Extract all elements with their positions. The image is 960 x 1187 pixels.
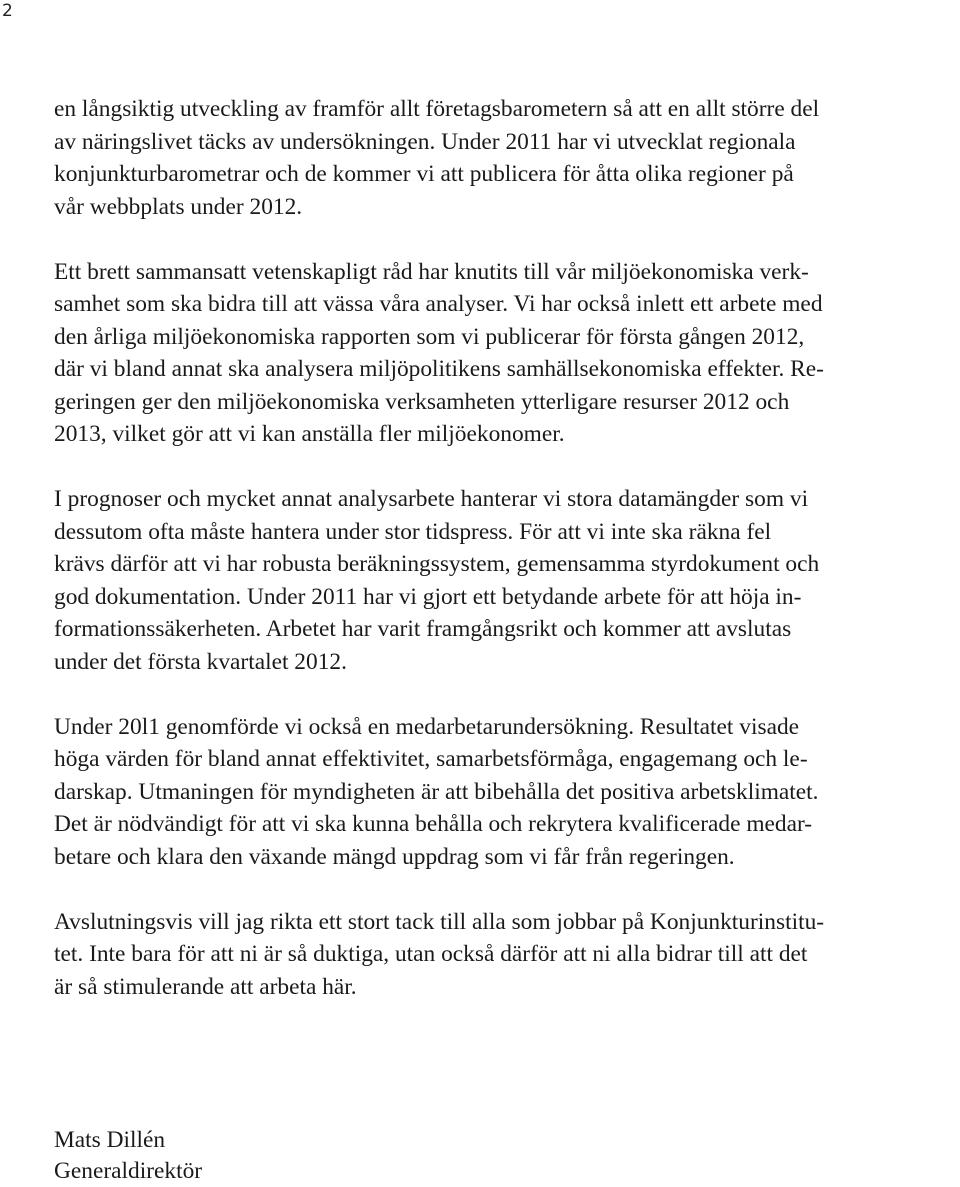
text-line: samhet som ska bidra till att vässa våra analyser. Vi har också inlett ett arbete med	[54, 291, 823, 317]
text-line: Det är nödvändigt för att vi ska kunna behålla och rekrytera kvalificerade medar-	[54, 811, 813, 837]
document-body	[54, 93, 960, 1003]
text-line: darskap. Utmaningen för myndigheten är att bibehålla det positiva arbetsklimatet.	[54, 778, 819, 805]
paragraph-5	[54, 906, 960, 1004]
text-line: där vi bland annat ska analysera miljöpolitikens samhällsekonomiska effekter. Re-	[54, 356, 824, 382]
signatory-name: Mats Dillén	[54, 1127, 166, 1153]
text-line: I prognoser och mycket annat analysarbete hanterar vi stora datamängder som vi	[54, 486, 809, 512]
text-line: av näringslivet täcks av undersökningen. Under 2011 har vi utvecklat regionala	[54, 128, 796, 155]
text-line: god dokumentation. Under 2011 har vi gjort ett betydande arbete för att höja in-	[54, 583, 802, 610]
paragraph-2	[54, 256, 960, 451]
text-line: vår webbplats under 2012.	[54, 193, 303, 220]
paragraph-spacer	[54, 873, 960, 906]
text-line: geringen ger den miljöekonomiska verksamheten ytterligare resurser 2012 och	[54, 388, 790, 415]
paragraph-3	[54, 483, 960, 678]
text-line: är så stimulerande att arbeta här.	[54, 973, 357, 1000]
text-line: tet. Inte bara för att ni är så duktiga, utan också därför att ni alla bidrar till att det	[54, 941, 808, 967]
text-line: konjunkturbarometrar och de kommer vi att publicera för åtta olika regioner på	[54, 161, 794, 187]
text-line: dessutom ofta måste hantera under stor tidspress. För att vi inte ska räkna fel	[54, 518, 772, 545]
paragraph-spacer	[54, 451, 960, 484]
text-line: 2013, vilket gör att vi kan anställa fler miljöekonomer.	[54, 421, 565, 447]
paragraph-1	[54, 93, 960, 223]
text-line: Avslutningsvis vill jag rikta ett stort tack till alla som jobbar på Konjunkturinstitu-	[54, 908, 825, 935]
text-line: betare och klara den växande mängd uppdrag som vi får från regeringen.	[54, 843, 735, 870]
signature-block	[54, 1125, 202, 1187]
text-line: en långsiktig utveckling av framför allt företagsbarometern så att en allt större del	[54, 96, 820, 122]
text-line: höga värden för bland annat effektivitet, samarbetsförmåga, engagemang och le-	[54, 746, 808, 772]
paragraph-spacer	[54, 678, 960, 711]
text-line: formationssäkerheten. Arbetet har varit framgångsrikt och kommer att avslutas	[54, 616, 792, 642]
paragraph-4	[54, 711, 960, 874]
text-line: Under 20l1 genomförde vi också en medarbetarundersökning. Resultatet visade	[54, 713, 800, 740]
signatory-title: Generaldirektör	[54, 1158, 203, 1184]
page-number: 2	[2, 1, 13, 21]
text-line: under det första kvartalet 2012.	[54, 648, 347, 675]
paragraph-spacer	[54, 223, 960, 256]
text-line: krävs därför att vi har robusta beräkningssystem, gemensamma styrdokument och	[54, 551, 820, 577]
text-line: Ett brett sammansatt vetenskapligt råd har knutits till vår miljöekonomiska verk-	[54, 258, 809, 285]
text-line: den årliga miljöekonomiska rapporten som vi publicerar för första gången 2012,	[54, 323, 805, 350]
